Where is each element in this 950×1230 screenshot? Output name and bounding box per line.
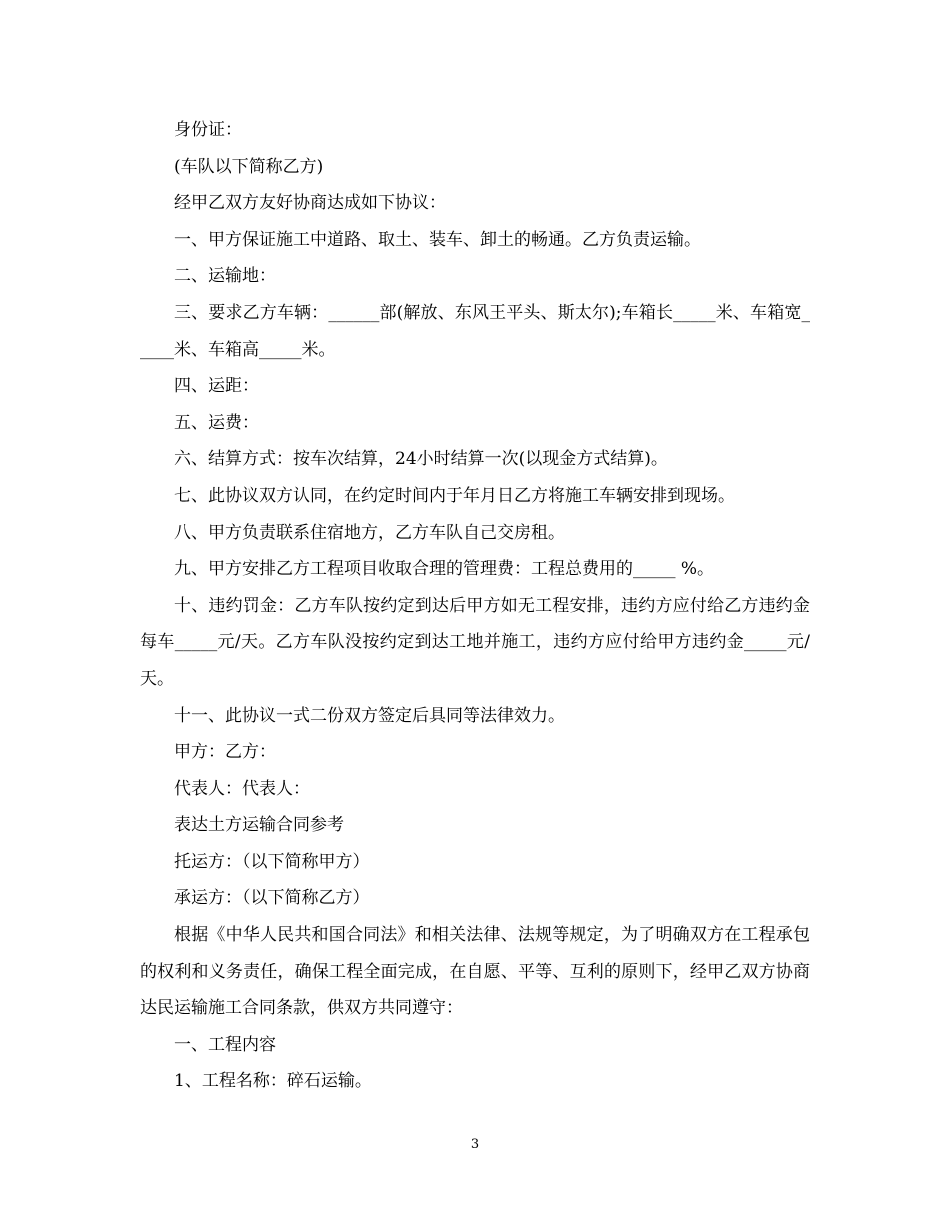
clause-11: 十一、此协议一式二份双方签定后具同等法律效力。 — [174, 705, 565, 726]
clause-4: 四、运距： — [174, 376, 259, 397]
carrier-line: 承运方：（以下简称乙方） — [174, 888, 370, 909]
clause-10: 十、违约罚金：乙方车队按约定到达后甲方如无工程安排，违约方应付给乙方违约金每车_____元/天。乙方车队没按约定到达工地并施工，违约方应付给甲方违约金_____元/天。 — [140, 595, 810, 689]
clause-9: 九、甲方安排乙方工程项目收取合理的管理费：工程总费用的_____ %。 — [174, 559, 715, 580]
paragraph-agreement-intro: 经甲乙双方友好协商达成如下协议： — [174, 193, 446, 214]
signature-parties: 甲方：乙方： — [174, 742, 276, 763]
clause-5: 五、运费： — [174, 412, 259, 433]
paragraph-party-b-note: (车队以下简称乙方) — [174, 156, 324, 177]
page-number: 3 — [470, 1137, 480, 1152]
clause-8: 八、甲方负责联系住宿地方，乙方车队自己交房租。 — [174, 522, 565, 543]
clause-2: 二、运输地： — [174, 266, 276, 287]
project-name-line: 1、工程名称：碎石运输。 — [174, 1071, 372, 1092]
signature-representatives: 代表人：代表人： — [174, 778, 310, 799]
clause-6: 六、结算方式：按车次结算，24小时结算一次(以现金方式结算)。 — [174, 449, 668, 470]
clause-1: 一、甲方保证施工中道路、取土、装车、卸土的畅通。乙方负责运输。 — [174, 229, 701, 250]
section-title: 表达土方运输合同参考 — [174, 815, 344, 836]
work-content-heading: 一、工程内容 — [174, 1034, 276, 1055]
shipper-line: 托运方：（以下简称甲方） — [174, 851, 370, 872]
clause-3: 三、要求乙方车辆：______部(解放、东风王平头、斯太尔);车箱长_____米、车箱宽_____米、车箱高_____米。 — [140, 302, 810, 360]
document-body — [140, 112, 810, 1100]
clause-7: 七、此协议双方认同，在约定时间内于年月日乙方将施工车辆安排到现场。 — [174, 485, 735, 506]
paragraph-id-card: 身份证： — [174, 120, 242, 140]
legal-basis-paragraph: 根据《中华人民共和国合同法》和相关法律、法规等规定，为了明确双方在工程承包的权利和义务责任，确保工程全面完成，在自愿、平等、互利的原则下，经甲乙双方协商达民运输施工合同条款，供双方共同遵守： — [140, 925, 810, 1019]
